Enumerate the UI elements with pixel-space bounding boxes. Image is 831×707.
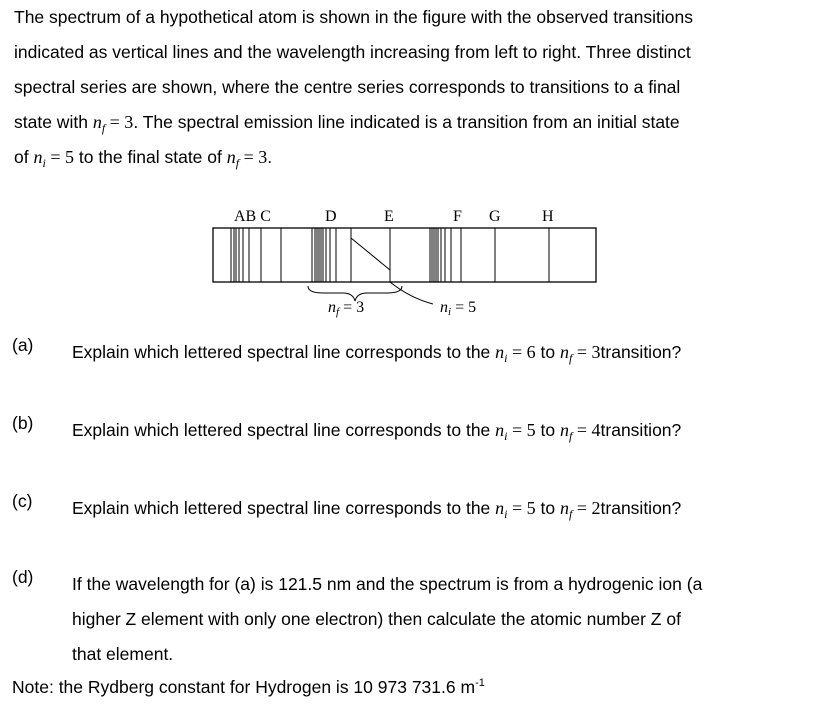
letter-h: H [542,208,554,225]
intro-line-5: of $n_i = 5$ to the final state of $n_f = 3$. [14,147,273,170]
letter-f: F [453,208,462,225]
intro-line-3: spectral series are shown, where the centre series corresponds to transitions to a final [14,77,681,97]
spectrum-frame [213,228,596,282]
rydberg-note: Note: the Rydberg constant for Hydrogen is 10 973 731.6 $m^{-1}$ [12,677,485,697]
question-label: (b) [12,413,34,433]
indicator-line [351,238,390,270]
letter-abc: AB C [234,208,271,225]
label-nf-3: nf = 3 [328,299,365,318]
question-label: (c) [12,491,33,511]
question-text: Explain which lettered spectral line corresponds to the $n_i = 5$ to $n_f$ = 2transition? [72,498,682,521]
spectrum-figure [205,200,605,320]
ni-pointer [390,282,433,304]
intro-line-2: indicated as vertical lines and the wavelength increasing from left to right. Three distinct [14,42,691,62]
intro-line-1: The spectrum of a hypothetical atom is shown in the figure with the observed transitions [14,7,693,27]
letter-g: G [489,208,501,225]
intro-paragraph [14,0,814,175]
intro-line-4: state with $n_f = 3$. The spectral emission line indicated is a transition from an initial state [14,112,680,135]
math-ni-5: $n_i = 5$ [33,147,74,170]
math-nf-3: $n_f = 3$ [92,112,134,135]
label-ni-5: ni = 5 [440,299,477,318]
math-nf-3: $n_f = 3$ [226,147,268,170]
letter-d: D [325,208,337,225]
question-text: Explain which lettered spectral line corresponds to the $n_i = 5$ to $n_f$ = 4transition? [72,420,682,443]
question-text: Explain which lettered spectral line corresponds to the $n_i = 6$ to $n_f$ = 3transition? [72,342,682,365]
question-text: If the wavelength for (a) is 121.5 nm and the spectrum is from a hydrogenic ion (a higher Z element with only one electron) then calculate the atomic number Z of that element. [72,574,703,664]
letter-e: E [384,208,394,225]
question-label: (d) [12,567,34,587]
spectral-lines [231,228,549,282]
question-label: (a) [12,335,34,355]
